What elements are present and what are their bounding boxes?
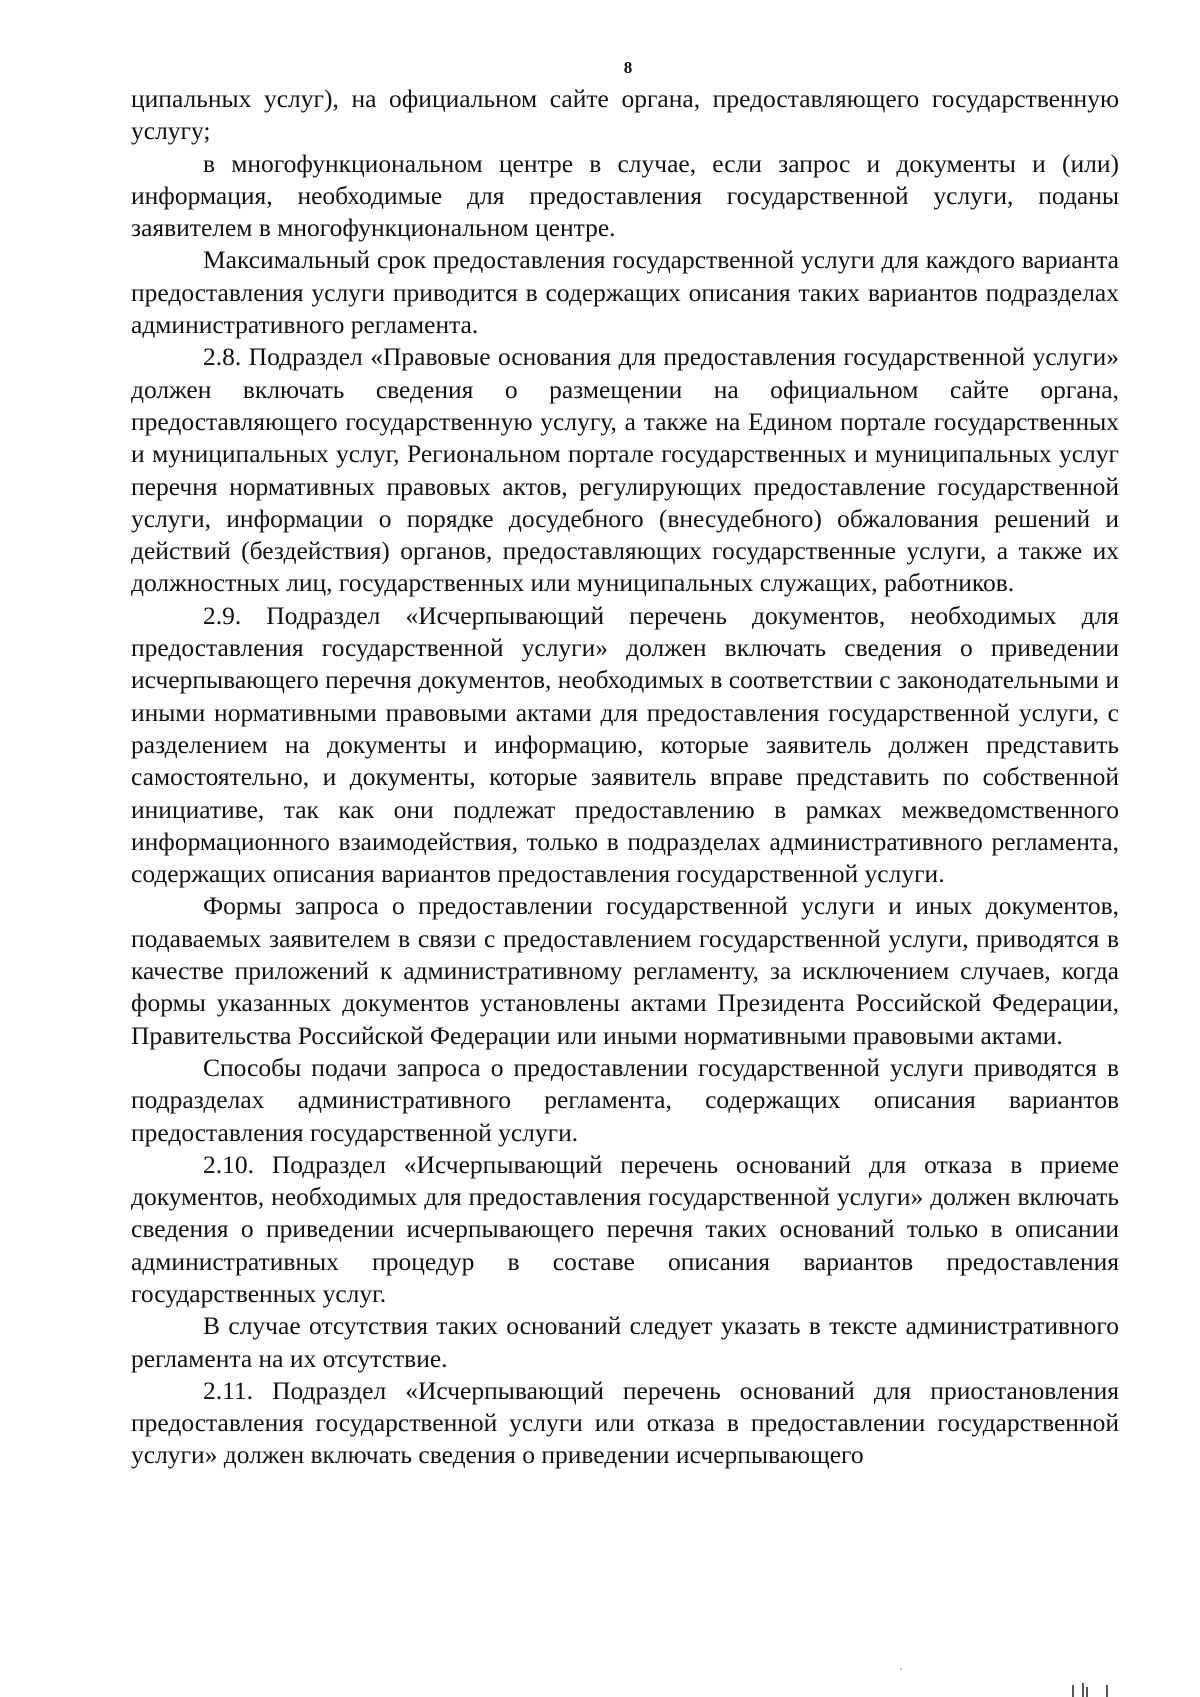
paragraph-mfc: в многофункциональном центре в случае, если запрос и документы и (или) информация, необходимые для предоставления государственной услуги, поданы заявителем в многофункциональном центре.	[131, 148, 1119, 243]
paragraph-max-term: Максимальный срок предоставления государственной услуги для каждого варианта предоставления услуги приводится в содержащих описания таких вариантов подразделах административного регламента.	[131, 245, 1119, 340]
page-number: 8	[623, 58, 633, 77]
scan-artifact-marks	[1072, 1683, 1112, 1697]
paragraph-no-grounds: В случае отсутствия таких оснований следует указать в тексте административного регламента на их отсутствие.	[131, 1311, 1119, 1373]
paragraph-2-11: 2.11. Подраздел «Исчерпывающий перечень оснований для приостановления предоставления государственной услуги или отказа в предоставлении государственной услуги» должен включать сведения о приведении исчерпывающего	[131, 1375, 1119, 1470]
paragraph-2-9: 2.9. Подраздел «Исчерпывающий перечень документов, необходимых для предоставления государственной услуги» должен включать сведения о приведении исчерпывающего перечня документов, необходимых в соответствии с законодательными и иными нормативными правовыми актами для предоставления государственной услуги, с разделением на документы и информацию, которые заявитель должен представить самостоятельно, и документы, которые заявитель вправе представить по собственной инициативе, так как они подлежат предоставлению в рамках межведомственного информационного взаимодействия, только в подразделах административного регламента, содержащих описания вариантов предоставления государственной услуги.	[131, 600, 1119, 889]
page-body	[131, 83, 1119, 1472]
scan-artifact-dot	[900, 1668, 902, 1670]
paragraph-submission-methods: Способы подачи запроса о предоставлении государственной услуги приводятся в подразделах административного регламента, содержащих описания вариантов предоставления государственной услуги.	[131, 1052, 1119, 1147]
paragraph-forms: Формы запроса о предоставлении государственной услуги и иных документов, подаваемых заявителем в связи с предоставлением государственной услуги, приводятся в качестве приложений к административному регламенту, за исключением случаев, когда формы указанных документов установлены актами Президента Российской Федерации, Правительства Российской Федерации или иными нормативными правовыми актами.	[131, 891, 1119, 1050]
paragraph-continuation: ципальных услуг), на официальном сайте органа, предоставляющего государственную услугу;	[131, 84, 1119, 146]
paragraph-2-10: 2.10. Подраздел «Исчерпывающий перечень оснований для отказа в приеме документов, необходимых для предоставления государственной услуги» должен включать сведения о приведении исчерпывающего перечня таких оснований только в описании административных процедур в составе описания вариантов предоставления государственных услуг.	[131, 1149, 1119, 1308]
paragraph-2-8: 2.8. Подраздел «Правовые основания для предоставления государственной услуги» должен включать сведения о размещении на официальном сайте органа, предоставляющего государственную услугу, а также на Едином портале государственных и муниципальных услуг, Региональном портале государственных и муниципальных услуг перечня нормативных правовых актов, регулирующих предоставление государственной услуги, информации о порядке досудебного (внесудебного) обжалования решений и действий (бездействия) органов, предоставляющих государственные услуги, а также их должностных лиц, государственных или муниципальных служащих, работников.	[131, 342, 1119, 598]
